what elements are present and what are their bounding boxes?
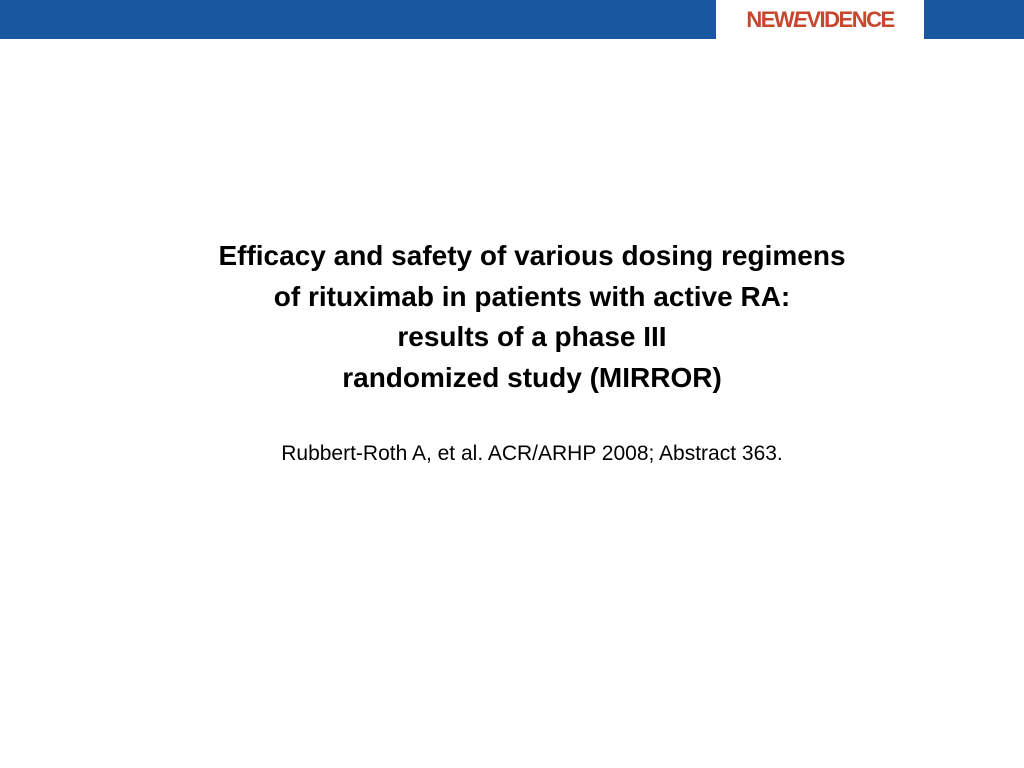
logo-text-e: E	[793, 6, 807, 32]
logo-text	[746, 6, 894, 32]
new-evidence-logo	[716, 0, 924, 39]
title-line: results of a phase III	[397, 321, 667, 352]
title-line: randomized study (MIRROR)	[342, 361, 722, 393]
title-line: of rituximab in patients with active RA:	[273, 280, 791, 312]
logo-text-new: NEW	[746, 6, 794, 32]
title-line: Efficacy and safety of various dosing regimens	[218, 240, 846, 271]
citation-text: Rubbert-Roth A, et al. ACR/ARHP 2008; Abstract 363.	[281, 442, 783, 465]
slide-title	[0, 236, 1024, 398]
logo-text-vidence: VIDENCE	[806, 6, 894, 32]
